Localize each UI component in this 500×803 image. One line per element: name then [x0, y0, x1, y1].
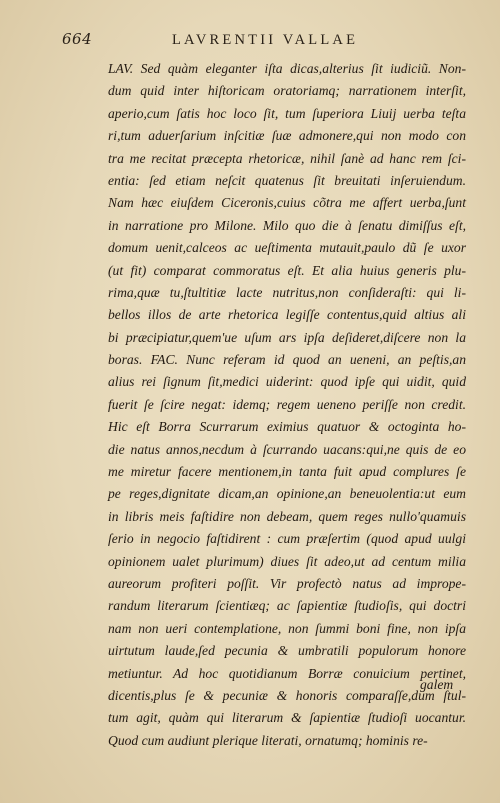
text-line: domum uenit,calceos ac ueſtimenta mutauit,paulo dũ ſe uxor [108, 240, 466, 256]
text-line: bi præcipiatur,quem'ue uſum ars ipſa deſideret,diſcere non la [108, 329, 466, 345]
text-line: aperio,cum ſatis hoc loco ſit, tum ſuperiora Liuij uerba teſta [108, 105, 466, 121]
text-line: opinionem ualet plurimum) diues ſit adeo,ut ad centum milia [108, 553, 466, 569]
text-line: rima,quæ tu,ſtultitiæ lacte nutritus,non conſideraſti: qui li- [108, 284, 466, 300]
text-line: metiuntur. Ad hoc quotidianum Borræ conuicium pertinet, [108, 665, 466, 681]
text-line: boras. FAC. Nunc referam id quod an ueneni, an peſtis,an [108, 352, 466, 368]
text-line: tum agit, quàm qui literarum & ſapientiæ ſtudioſi uocantur. [108, 710, 466, 726]
text-line: entia: ſed etiam neſcit quatenus ſit breuitati inſeruiendum. [108, 172, 466, 188]
text-line: ſerio in negocio faſtidirent : cum præſertim (quod apud uulgi [108, 531, 466, 547]
text-line: LAV. Sed quàm eleganter iſta dicas,alterius ſit iudiciũ. Non- [108, 61, 466, 76]
text-line: fuerit ſe ſcire negat: idemq; regem ueneno periſſe non credit. [108, 396, 466, 412]
page-number: 664 [62, 30, 93, 48]
text-line: (ut fit) comparat commoratus eſt. Et alia huius generis plu- [108, 262, 466, 278]
text-line: in narratione pro Milone. Milo quo die à ſenatu dimiſſus eſt, [108, 217, 466, 233]
text-line: nam non ueri contemplatione, non ſummi boni fine, non ipſa [108, 620, 466, 636]
text-line: Nam hæc eiuſdem Ciceronis,cuius cõtra me affert uerba,ſunt [108, 195, 466, 211]
text-line: randum literarum ſcientiæq; ac ſapientiæ ſtudioſis, qui doctri [108, 598, 466, 614]
text-line: me miretur facere mentionem,in tanta fuit apud complures ſe [108, 464, 466, 480]
text-line: Quod cum audiunt plerique literati, ornatumq; hominis re- [108, 732, 428, 748]
running-title: LAVRENTII VALLAE [172, 32, 359, 48]
text-line: dicentis,plus ſe & pecuniæ & honoris comparaſſe,dum ſtul- [108, 687, 466, 703]
text-line: ri,tum aduerſarium inſcitiæ ſuæ admonere,qui non modo con [108, 128, 466, 144]
text-line: Hic eſt Borra Scurrarum eximius quatuor & octoginta ho- [108, 419, 466, 435]
text-line: dum quid inter hiſtoricam oratoriamq; narrationem interſit, [108, 83, 466, 99]
catchword: galem [420, 677, 454, 692]
text-line: alius rei ſignum ſit,medici uiderint: quod ipſe qui uidit, quid [108, 374, 466, 390]
text-line: uirtutum laude,ſed pecunia & umbratili populorum honore [108, 643, 466, 659]
text-line: die natus annos,necdum à ſcurrando uacans:qui,ne quis de eo [108, 441, 466, 457]
text-line: tra me recitat præcepta rhetoricæ, nihil ſanè ad hanc rem ſci- [108, 150, 466, 166]
text-line: pe reges,dignitate dicam,an opinione,an beneuolentia:ut eum [108, 486, 466, 502]
text-line: bellos illos de arte rhetorica legiſſe contentus,quid altius ali [108, 307, 466, 323]
text-line: in libris meis faſtidire non debeam, quem reges nullo'quamuis [108, 508, 466, 524]
text-line: aureorum profiteri poſſit. Vir profectò natus ad imprope- [108, 575, 466, 591]
body-text [108, 58, 466, 752]
running-head [62, 30, 462, 52]
